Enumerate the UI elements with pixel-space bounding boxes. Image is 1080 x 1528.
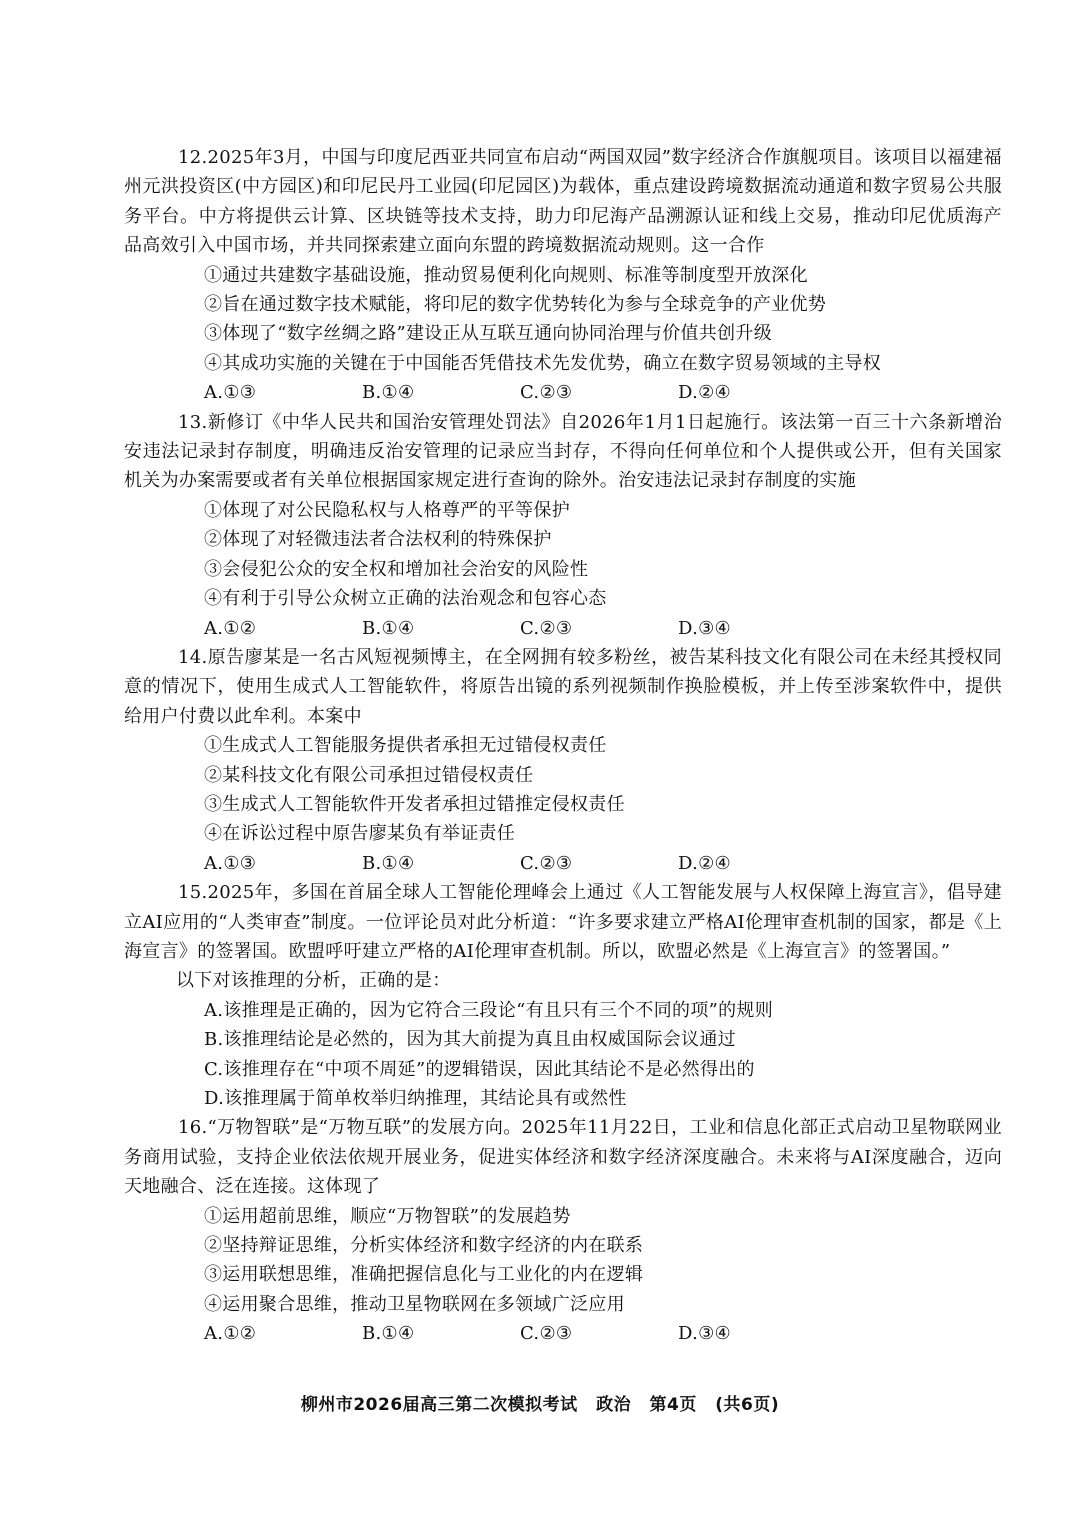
statement-option: ②某科技文化有限公司承担过错侵权责任	[204, 764, 534, 786]
statement-option: ①体现了对公民隐私权与人格尊严的平等保护	[204, 499, 570, 521]
footer-subject: 政治	[596, 1395, 632, 1415]
answer-choice-a: A.①③	[204, 852, 257, 874]
statement-option: ④运用聚合思维，推动卫星物联网在多领域广泛应用	[204, 1293, 625, 1315]
answer-choice-a: A.①③	[204, 382, 257, 404]
answer-option: D.该推理属于简单枚举归纳推理，其结论具有或然性	[204, 1088, 627, 1109]
statement-option: ④其成功实施的关键在于中国能否凭借技术先发优势，确立在数字贸易领域的主导权	[204, 352, 882, 374]
answer-choice-d: D.②④	[678, 852, 731, 874]
answer-option: B.该推理结论是必然的，因为其大前提为真且由权威国际会议通过	[204, 1029, 736, 1051]
statement-option: ②坚持辩证思维，分析实体经济和数字经济的内在联系	[204, 1235, 644, 1257]
answer-choices	[122, 1319, 1002, 1348]
statement-option: ①运用超前思维，顺应“万物智联”的发展趋势	[204, 1205, 571, 1227]
footer-page-number: 第4页	[649, 1395, 697, 1415]
answer-choice-d: D.②④	[678, 382, 731, 404]
statement-option: ④有利于引导公众树立正确的法治观念和包容心态	[204, 588, 607, 610]
question-stem: 14.原告廖某是一名古风短视频博主，在全网拥有较多粉丝，被告某科技文化有限公司在未经其授权同意的情况下，使用生成式人工智能软件，将原告出镜的系列视频制作换脸模板，并上传至涉案软件中，提供给用户付费以此牟利。本案中	[124, 646, 1002, 727]
statement-option: ①通过共建数字基础设施，推动贸易便利化向规则、标准等制度型开放深化	[204, 264, 808, 286]
footer-exam-title: 柳州市2026届高三第二次模拟考试	[300, 1395, 578, 1415]
statement-option: ③生成式人工智能软件开发者承担过错推定侵权责任	[204, 793, 625, 815]
answer-choice-b: B.①④	[362, 1323, 415, 1345]
question-lead: 以下对该推理的分析，正确的是：	[176, 970, 451, 992]
page-footer	[0, 1390, 1080, 1415]
statement-option: ③运用联想思维，准确把握信息化与工业化的内在逻辑	[204, 1264, 644, 1286]
question-stem: 13.新修订《中华人民共和国治安管理处罚法》自2026年1月1日起施行。该法第一百三十六条新增治安违法记录封存制度，明确违反治安管理的记录应当封存，不得向任何单位和个人提供或公开，但有关国家机关为办案需要或者有关单位根据国家规定进行查询的除外。治安违法记录封存制度的实施	[124, 411, 1002, 492]
answer-choice-a: A.①②	[204, 617, 257, 639]
answer-choice-b: B.①④	[362, 382, 415, 404]
question-stem: 15.2025年，多国在首届全球人工智能伦理峰会上通过《人工智能发展与人权保障上海宣言》，倡导建立AI应用的“人类审查”制度。一位评论员对此分析道：“许多要求建立严格AI伦理审查机制的国家，都是《上海宣言》的签署国。欧盟呼吁建立严格的AI伦理审查机制。所以，欧盟必然是《上海宣言》的签署国。”	[124, 882, 1002, 962]
answer-choice-c: C.②③	[520, 852, 573, 874]
answer-choice-d: D.③④	[678, 617, 731, 639]
answer-choices	[122, 378, 1002, 407]
answer-choice-b: B.①④	[362, 617, 415, 639]
footer-total-pages: (共6页)	[715, 1395, 780, 1415]
answer-choice-c: C.②③	[520, 382, 573, 404]
statement-option: ③体现了“数字丝绸之路”建设正从互联互通向协同治理与价值共创升级	[204, 323, 773, 345]
answer-choice-b: B.①④	[362, 852, 415, 874]
answer-choice-c: C.②③	[520, 1323, 573, 1345]
question-16	[124, 1113, 1002, 1348]
question-15	[124, 878, 1002, 1113]
statement-option: ②旨在通过数字技术赋能，将印尼的数字优势转化为参与全球竞争的产业优势	[204, 294, 827, 316]
question-stem: 12.2025年3月，中国与印度尼西亚共同宣布启动“两国双园”数字经济合作旗舰项目。该项目以福建福州元洪投资区(中方园区)和印尼民丹工业园(印尼园区)为载体，重点建设跨境数据流动通道和数字贸易公共服务平台。中方将提供云计算、区块链等技术支持，助力印尼海产品溯源认证和线上交易，推动印尼优质海产品高效引入中国市场，并共同探索建立面向东盟的跨境数据流动规则。这一合作	[124, 147, 1002, 257]
statement-option: ①生成式人工智能服务提供者承担无过错侵权责任	[204, 735, 607, 757]
answer-choice-d: D.③④	[678, 1323, 731, 1345]
answer-choices	[122, 849, 1002, 878]
statement-option: ②体现了对轻微违法者合法权利的特殊保护	[204, 529, 552, 551]
answer-choice-c: C.②③	[520, 617, 573, 639]
answer-option: C.该推理存在“中项不周延”的逻辑错误，因此其结论不是必然得出的	[204, 1058, 755, 1080]
question-14	[124, 643, 1002, 878]
question-12	[124, 143, 1002, 408]
statement-option: ③会侵犯公众的安全权和增加社会治安的风险性	[204, 558, 589, 580]
answer-choices	[122, 614, 1002, 643]
answer-option: A.该推理是正确的，因为它符合三段论“有且只有三个不同的项”的规则	[204, 999, 774, 1021]
question-stem: 16.“万物智联”是“万物互联”的发展方向。2025年11月22日，工业和信息化部正式启动卫星物联网业务商用试验，支持企业依法依规开展业务，促进实体经济和数字经济深度融合。未来将与AI深度融合，迈向天地融合、泛在连接。这体现了	[124, 1117, 1002, 1198]
statement-option: ④在诉讼过程中原告廖某负有举证责任	[204, 823, 516, 845]
question-13	[124, 408, 1002, 643]
answer-choice-a: A.①②	[204, 1323, 257, 1345]
